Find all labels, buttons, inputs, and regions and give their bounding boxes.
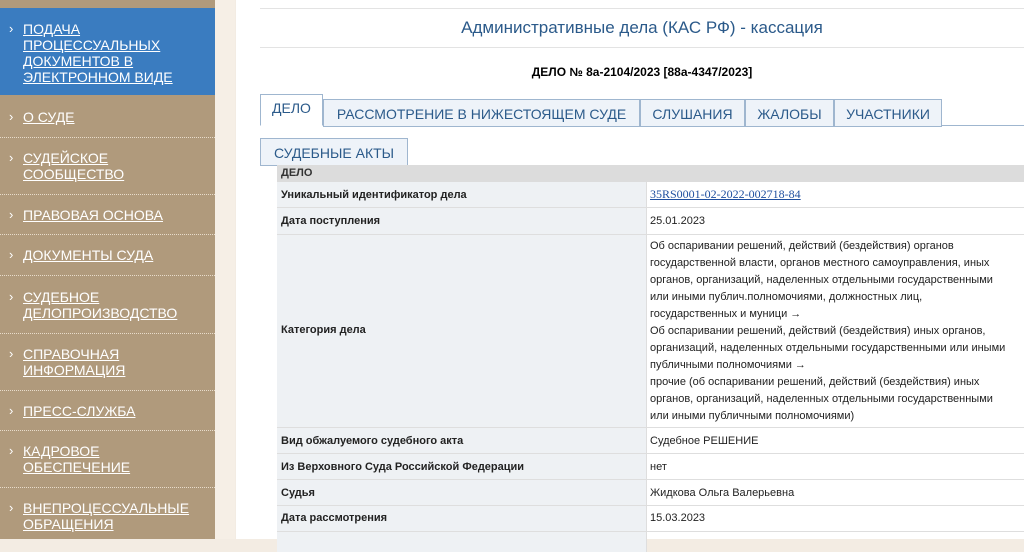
nav-item-court-documents[interactable] xyxy=(0,235,215,276)
row-value: Судебное РЕШЕНИЕ xyxy=(650,435,759,447)
row-key: Судья xyxy=(281,487,315,499)
chevron-right-icon: › xyxy=(9,500,14,515)
category-line: государственной власти, органов местного самоуправления, иных xyxy=(650,257,990,269)
nav-item-press-service[interactable] xyxy=(0,391,215,431)
row-key-cell xyxy=(277,454,647,479)
table-row xyxy=(277,532,1024,552)
row-key-cell xyxy=(277,208,647,234)
row-value: Жидкова Ольга Валерьевна xyxy=(650,487,795,499)
row-key-cell xyxy=(277,182,647,207)
nav-item-label[interactable]: ПРАВОВАЯ ОСНОВА xyxy=(23,207,163,223)
table-row xyxy=(277,506,1024,532)
tab-judicial-acts[interactable]: СУДЕБНЫЕ АКТЫ xyxy=(260,138,408,166)
nav-item-label[interactable]: О СУДЕ xyxy=(23,109,75,125)
chevron-right-icon: › xyxy=(9,403,14,418)
nav-item-label[interactable]: КАДРОВОЕ ОБЕСПЕЧЕНИЕ xyxy=(23,443,131,475)
nav-item-staffing[interactable] xyxy=(0,431,215,488)
row-key: Дата рассмотрения xyxy=(281,512,388,524)
row-key-cell xyxy=(277,235,647,427)
nav-item-label[interactable]: ВНЕПРОЦЕССУАЛЬНЫЕ ОБРАЩЕНИЯ xyxy=(23,500,190,532)
chevron-right-icon: › xyxy=(9,21,14,36)
category-line: органов, организаций, наделенных отдельными государственными xyxy=(650,274,993,286)
tab-lower-court[interactable]: РАССМОТРЕНИЕ В НИЖЕСТОЯЩЕМ СУДЕ xyxy=(323,99,640,127)
row-key-cell xyxy=(277,480,647,505)
row-key: Категория дела xyxy=(281,324,366,336)
nav-item-label[interactable]: СПРАВОЧНАЯ ИНФОРМАЦИЯ xyxy=(23,346,126,378)
nav-item-label[interactable]: ПРЕСС-СЛУЖБА xyxy=(23,403,136,419)
tab-complaints[interactable]: ЖАЛОБЫ xyxy=(745,99,834,127)
chevron-right-icon: › xyxy=(9,150,14,165)
nav-item-about[interactable] xyxy=(0,96,215,138)
category-line: прочие (об оспаривании решений, действий (бездействия) иных xyxy=(650,376,980,388)
main-content xyxy=(236,0,1024,539)
category-line: органов, организаций, наделенных отдельными государственными xyxy=(650,393,993,405)
row-key-cell xyxy=(277,428,647,453)
table-row xyxy=(277,454,1024,480)
category-line: или иными публич.полномочиями, должностных лиц, xyxy=(650,291,923,303)
nav-item-reference-info[interactable] xyxy=(0,334,215,391)
row-key-cell xyxy=(277,506,647,531)
nav-item-proceedings[interactable] xyxy=(0,276,215,334)
row-key: Уникальный идентификатор дела xyxy=(281,189,467,201)
table-row xyxy=(277,235,1024,428)
nav-item-label[interactable]: СУДЕЙСКОЕ СООБЩЕСТВО xyxy=(23,150,125,182)
nav-item-label[interactable]: СУДЕБНОЕ ДЕЛОПРОИЗВОДСТВО xyxy=(23,289,178,321)
table-row xyxy=(277,182,1024,208)
chevron-right-icon: › xyxy=(9,207,14,222)
category-line: публичными полномочиями → xyxy=(650,359,806,371)
case-number: ДЕЛО № 8а-2104/2023 [88а-4347/2023] xyxy=(531,65,753,79)
nav-item-extra-procedural[interactable] xyxy=(0,488,215,539)
chevron-right-icon: › xyxy=(9,346,14,361)
chevron-right-icon: › xyxy=(9,289,14,304)
row-value: нет xyxy=(650,461,667,473)
category-line: Об оспаривании решений, действий (бездействия) иных органов, xyxy=(650,325,986,337)
table-row xyxy=(277,428,1024,454)
row-key: Из Верховного Суда Российской Федерации xyxy=(281,461,525,473)
category-line: или иными публичными полномочиями) xyxy=(650,410,855,422)
category-line: организаций, наделенных отдельными государственными или иными xyxy=(650,342,1006,354)
chevron-right-icon: › xyxy=(9,247,14,262)
row-key-cell xyxy=(277,532,647,552)
nav-item-label[interactable]: ПОДАЧА ПРОЦЕССУАЛЬНЫХ ДОКУМЕНТОВ В ЭЛЕКТРОННОМ ВИДЕ xyxy=(23,21,173,85)
sidebar-gutter xyxy=(215,0,235,539)
nav-item-legal-basis[interactable] xyxy=(0,195,215,235)
row-key: Вид обжалуемого судебного акта xyxy=(281,435,464,447)
section-header: ДЕЛО xyxy=(277,165,1024,182)
chevron-right-icon: › xyxy=(9,109,14,124)
row-key: Дата поступления xyxy=(281,215,381,227)
category-line: государственных и муници → xyxy=(650,308,802,320)
category-value xyxy=(650,238,1024,425)
table-row xyxy=(277,208,1024,235)
case-uid-link[interactable]: 35RS0001-02-2022-002718-84 xyxy=(650,187,801,201)
nav-item-label[interactable]: ДОКУМЕНТЫ СУДА xyxy=(23,247,154,263)
title-bar xyxy=(260,8,1024,48)
tab-case[interactable]: ДЕЛО xyxy=(260,94,323,126)
table-row xyxy=(277,480,1024,506)
row-value: 15.03.2023 xyxy=(650,512,706,524)
tab-participants[interactable]: УЧАСТНИКИ xyxy=(834,99,942,127)
page-title: Административные дела (КАС РФ) - кассация xyxy=(461,18,823,37)
chevron-right-icon: › xyxy=(9,443,14,458)
row-value: 25.01.2023 xyxy=(650,215,706,227)
nav-item-judicial-community[interactable] xyxy=(0,138,215,195)
tab-hearings[interactable]: СЛУШАНИЯ xyxy=(640,99,745,127)
nav-item-electronic-filing[interactable] xyxy=(0,8,215,95)
category-line: Об оспаривании решений, действий (бездействия) органов xyxy=(650,240,954,252)
sidebar-nav xyxy=(0,0,215,539)
